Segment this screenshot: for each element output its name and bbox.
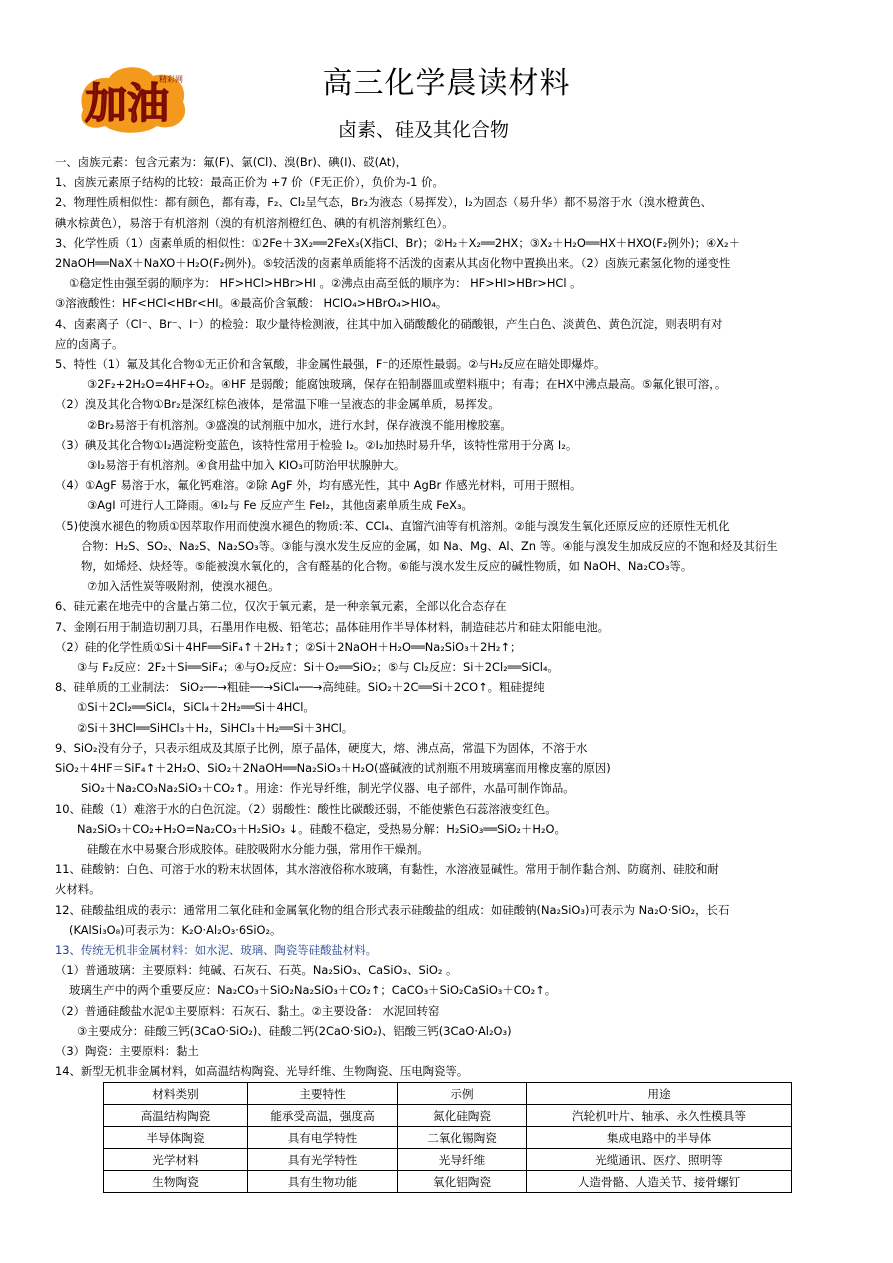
text-line: 一、卤族元素：包含元素为：氟(F)、氯(Cl)、溴(Br)、碘(I)、砹(At)， [55,155,408,169]
table-header-cell: 用途 [527,1083,792,1105]
text-line: 7、金刚石用于制造切割刀具，石墨用作电极、铅笔芯；晶体硅用作半导体材料，制造硅芯片和硅太阳能电池。 [55,619,609,634]
text-line: （2）硅的化学性质①Si＋4HF══SiF₄↑＋2H₂↑；②Si＋2NaOH＋H₂O══Na₂SiO₃＋2H₂↑； [55,639,522,654]
text-line: 合物：H₂S、SO₂、Na₂S、Na₂SO₃等。③能与溴水发生反应的金属，如 Na、Mg、Al、Zn 等。④能与溴发生加成反应的不饱和烃及其衍生 [81,538,778,553]
table-header-row [104,1083,792,1105]
table-cell: 具有生物功能 [248,1171,398,1193]
table-cell: 能承受高温，强度高 [248,1105,398,1127]
text-line: 火材料。 [55,882,101,897]
text-line: 13、传统无机非金属材料：如水泥、玻璃、陶瓷等硅酸盐材料。 [55,942,378,957]
table-header-cell: 示例 [398,1083,527,1105]
table-row [104,1105,792,1127]
table-row [104,1171,792,1193]
text-line: 2、物理性质相似性：都有颜色，都有毒，F₂、Cl₂呈气态，Br₂为液态（易挥发），I₂为固态（易升华）都不易溶于水（溴水橙黄色、 [55,195,713,210]
page-title: 高三化学晨读材料 [322,66,571,101]
logo-small-text: 精彩网 [159,75,183,84]
text-line: ③主要成分：硅酸三钙(3CaO·SiO₂)、硅酸二钙(2CaO·SiO₂)、铝酸三钙(3CaO·Al₂O₃) [77,1023,512,1038]
text-line: 玻璃生产中的两个重要反应：Na₂CO₃＋SiO₂Na₂SiO₃＋CO₂↑；CaCO₃＋SiO₂CaSiO₃＋CO₂↑。 [69,983,557,998]
table-cell: 生物陶瓷 [104,1171,248,1193]
table-cell: 氧化铝陶瓷 [398,1171,527,1193]
text-line: （4）①AgF 易溶于水，氟化钙难溶。②除 AgF 外，均有感光性，其中 AgBr 作感光材料，可用于照相。 [55,478,582,493]
table-cell: 具有电学特性 [248,1127,398,1149]
materials-table [103,1082,792,1193]
text-line: 5、特性（1）氟及其化合物①无正价和含氧酸，非金属性最强，F⁻的还原性最弱。②与H₂反应在暗处即爆炸。 [55,357,606,372]
text-line: （3）碘及其化合物①I₂遇淀粉变蓝色，该特性常用于检验 I₂。②I₂加热时易升华，该特性常用于分离 I₂。 [55,437,578,452]
text-line: 6、硅元素在地壳中的含量占第二位，仅次于氧元素，是一种亲氧元素，全部以化合态存在 [55,599,507,614]
text-line: ③I₂易溶于有机溶剂。④食用盐中加入 KIO₃可防治甲状腺肿大。 [87,458,406,473]
text-line: ②Br₂易溶于有机溶剂。③盛溴的试剂瓶中加水，进行水封，保存液溴不能用橡胶塞。 [87,417,512,432]
table-cell: 二氧化锡陶瓷 [398,1127,527,1149]
text-line: ③2F₂+2H₂O=4HF+O₂。④HF 是弱酸；能腐蚀玻璃，保存在铅制器皿或塑料瓶中；有毒；在HX中沸点最高。⑤氟化银可溶，。 [87,377,727,392]
text-line: Na₂SiO₃＋CO₂+H₂O=Na₂CO₃＋H₂SiO₃ ↓。硅酸不稳定，受热易分解：H₂SiO₃══SiO₂＋H₂O。 [77,821,566,836]
page-subtitle: 卤素、硅及其化合物 [338,119,510,141]
text-line: ③与 F₂反应：2F₂＋Si══SiF₄；④与O₂反应：Si＋O₂══SiO₂；⑤与 Cl₂反应：Si＋2Cl₂══SiCl₄。 [77,660,559,675]
table-row [104,1127,792,1149]
text-line: 物，如烯烃、炔烃等。⑤能被溴水氧化的，含有醛基的化合物。⑥能与溴水发生反应的碱性物质，如 NaOH、Na₂CO₃等。 [81,559,693,574]
text-line: 11、硅酸钠：白色、可溶于水的粉末状固体，其水溶液俗称水玻璃，有黏性，水溶液显碱性。常用于制作黏合剂、防腐剂、硅胶和耐 [55,862,719,877]
table-cell: 高温结构陶瓷 [104,1105,248,1127]
text-line: ③AgI 可进行人工降雨。④I₂与 Fe 反应产生 FeI₂，其他卤素单质生成 FeX₃。 [87,498,473,513]
text-line: （5)使溴水褪色的物质①因萃取作用而使溴水褪色的物质:苯、CCl₄、直馏汽油等有机溶剂。②能与溴发生氧化还原反应的还原性无机化 [55,518,730,533]
text-line: 12、硅酸盐组成的表示：通常用二氧化硅和金属氧化物的组合形式表示硅酸盐的组成：如硅酸钠(Na₂SiO₃)可表示为 Na₂O·SiO₂，长石 [55,902,730,917]
text-line: 硅酸在水中易聚合形成胶体。硅胶吸附水分能力强，常用作干燥剂。 [87,841,429,856]
text-line: 应的卤离子。 [55,336,124,351]
text-line: （3）陶瓷：主要原料：黏土 [55,1043,199,1058]
text-line: 14、新型无机非金属材料，如高温结构陶瓷、光导纤维、生物陶瓷、压电陶瓷等。 [55,1064,469,1079]
table-cell: 人造骨骼、人造关节、接骨螺钉 [527,1171,792,1193]
text-line: ①Si＋2Cl₂══SiCl₄，SiCl₄＋2H₂══Si＋4HCl。 [77,700,315,715]
text-line: 碘水棕黄色），易溶于有机溶剂（溴的有机溶剂橙红色、碘的有机溶剂紫红色）。 [55,215,454,230]
text-line: ②Si＋3HCl══SiHCl₃＋H₂，SiHCl₃＋H₂══Si＋3HCl。 [77,720,354,735]
table-cell: 光导纤维 [398,1149,527,1171]
text-line: 1、卤族元素原子结构的比较：最高正价为 +7 价（F无正价），负价为-1 价。 [55,175,444,190]
table-cell: 光学材料 [104,1149,248,1171]
text-line: ⑦加入活性炭等吸附剂，使溴水褪色。 [87,579,280,594]
table-header-cell: 材料类别 [104,1083,248,1105]
text-line: （2）溴及其化合物①Br₂是深红棕色液体，是常温下唯一呈液态的非金属单质，易挥发。 [55,397,500,412]
text-line: ①稳定性由强至弱的顺序为： HF>HCl>HBr>HI 。②沸点由高至低的顺序为： HF>HI>HBr>HCl 。 [69,276,582,291]
table-cell: 氮化硅陶瓷 [398,1105,527,1127]
table-header-cell: 主要特性 [248,1083,398,1105]
text-line: 2NaOH══NaX＋NaXO＋H₂O(F₂例外)。⑤较活泼的卤素单质能将不活泼的卤素从其卤化物中置换出来。（2）卤族元素氢化物的递变性 [55,256,731,271]
logo-text: 加油 [85,79,170,128]
text-line: 4、卤素离子（Cl⁻、Br⁻、I⁻）的检验：取少量待检测液，往其中加入硝酸酸化的硝酸银，产生白色、淡黄色、黄色沉淀，则表明有对 [55,316,723,331]
text-line: 10、硅酸（1）难溶于水的白色沉淀。（2）弱酸性：酸性比碳酸还弱，不能使紫色石蕊溶液变红色。 [55,801,557,816]
body-text [55,152,845,1081]
text-line: 8、硅单质的工业制法： SiO₂──→粗硅──→SiCl₄──→高纯硅。SiO₂＋2C══Si＋2CO↑。粗硅提纯 [55,680,545,695]
text-line: 3、化学性质（1）卤素单质的相似性：①2Fe＋3X₂══2FeX₃(X指Cl、Br)；②H₂＋X₂══2HX；③X₂＋H₂O══HX＋HXO(F₂例外)；④X₂＋ [55,235,741,250]
text-line: SiO₂＋Na₂CO₃Na₂SiO₃＋CO₂↑。用途：作光导纤维，制光学仪器、电子部件，水晶可制作饰品。 [81,781,575,796]
text-line: （1）普通玻璃：主要原料：纯碱、石灰石、石英。Na₂SiO₃、CaSiO₃、SiO₂ 。 [55,963,458,978]
table-cell: 具有光学特性 [248,1149,398,1171]
text-line: ③溶液酸性：HF<HCl<HBr<HI。④最高价含氧酸： HClO₄>HBrO₄>HIO₄。 [55,296,448,311]
table-cell: 汽轮机叶片、轴承、永久性模具等 [527,1105,792,1127]
text-line: (KAlSi₃O₈)可表示为：K₂O·Al₂O₃·6SiO₂。 [69,922,282,937]
table-row [104,1149,792,1171]
text-line: 9、SiO₂没有分子，只表示组成及其原子比例，原子晶体，硬度大，熔、沸点高，常温下为固体，不溶于水 [55,740,588,755]
table-cell: 集成电路中的半导体 [527,1127,792,1149]
text-line: SiO₂＋4HF＝SiF₄↑＋2H₂O、SiO₂＋2NaOH══Na₂SiO₃＋H₂O(盛碱液的试剂瓶不用玻璃塞而用橡皮塞的原因) [55,761,611,776]
text-line: （2）普通硅酸盐水泥①主要原料：石灰石、黏土。②主要设备： 水泥回转窑 [55,1003,440,1018]
table-cell: 半导体陶瓷 [104,1127,248,1149]
table-cell: 光缆通讯、医疗、照明等 [527,1149,792,1171]
